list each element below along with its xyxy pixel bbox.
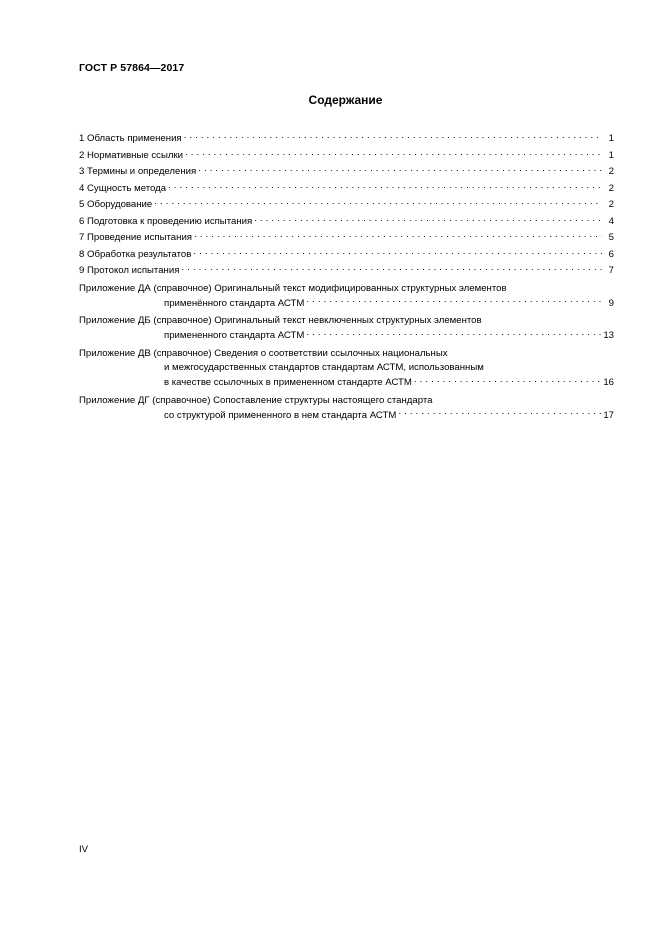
toc-entry-text: 5 Оборудование [79, 199, 153, 210]
toc-entry-page: 4 [608, 215, 614, 227]
toc-appendix-line: Приложение ДБ (справочное) Оригинальный текст невключенных структурных элементов [79, 315, 482, 327]
toc-entry-page: 6 [608, 248, 614, 260]
toc-leader-dots [185, 148, 602, 158]
toc-entry-text: 7 Проведение испытания [79, 232, 192, 243]
toc-appendix-dv[interactable] [79, 345, 614, 392]
toc-entry-page: 17 [603, 409, 614, 421]
toc-entry-text: 3 Термины и определения [79, 166, 197, 177]
toc-entry-text: применённого стандарта АСТМ [164, 297, 305, 309]
toc-appendix-line: Приложение ДГ (справочное) Сопоставление структуры настоящего стандарта [79, 394, 433, 406]
toc-entry[interactable] [79, 148, 614, 165]
toc-entry[interactable] [79, 131, 614, 148]
toc-appendix-line: Приложение ДА (справочное) Оригинальный текст модифицированных структурных элементов [79, 282, 507, 294]
toc-leader-dots [198, 164, 602, 174]
toc-entry-page: 16 [603, 377, 614, 389]
toc-appendix-db[interactable] [79, 312, 614, 345]
toc-entry-text: 8 Обработка результатов [79, 248, 192, 260]
toc-entry-page: 7 [608, 265, 614, 276]
toc-entry-text: со структурой примененного в нем стандарта АСТМ [164, 409, 397, 421]
toc-leader-dots [181, 263, 602, 273]
toc-leader-dots [154, 197, 602, 207]
toc-leader-dots [193, 247, 602, 257]
toc-appendix-line: и межгосударственных стандартов стандартам АСТМ, использованным [164, 362, 484, 374]
toc-appendix-line: Приложение ДВ (справочное) Сведения о соответствии ссылочных национальных [79, 347, 448, 359]
toc-entry[interactable] [79, 214, 614, 231]
toc-entry-text: примененного стандарта АСТМ [164, 330, 305, 342]
table-of-contents [79, 131, 614, 424]
toc-leader-dots [194, 230, 602, 240]
toc-leader-dots [306, 296, 602, 306]
toc-leader-dots [254, 214, 602, 224]
toc-appendix-last-line [79, 376, 614, 391]
toc-entry[interactable] [79, 181, 614, 198]
toc-entry-text: 6 Подготовка к проведению испытания [79, 215, 253, 227]
toc-appendix-da[interactable] [79, 280, 614, 313]
toc-appendix-last-line [79, 296, 614, 311]
toc-title: Содержание [308, 93, 383, 107]
toc-leader-dots [306, 329, 601, 339]
toc-entry-page: 1 [608, 149, 614, 161]
page-number: IV [79, 844, 89, 855]
toc-appendix-last-line [79, 329, 614, 344]
toc-entry-text: 9 Протокол испытания [79, 265, 180, 276]
toc-entry[interactable] [79, 247, 614, 264]
toc-appendix-last-line [79, 408, 614, 423]
toc-entry-page: 1 [608, 133, 614, 144]
toc-entry-text: 4 Сущность метода [79, 182, 167, 194]
toc-entry[interactable] [79, 164, 614, 181]
toc-leader-dots [168, 181, 602, 191]
toc-leader-dots [398, 408, 601, 418]
toc-entry-page: 2 [608, 199, 614, 210]
toc-entry[interactable] [79, 263, 614, 280]
toc-entry[interactable] [79, 230, 614, 247]
toc-entry-page: 9 [608, 297, 614, 309]
toc-entry-text: 2 Нормативные ссылки [79, 149, 184, 161]
toc-entry-text: в качестве ссылочных в примененном стандарте АСТМ [164, 377, 412, 389]
toc-entry-page: 2 [608, 166, 614, 177]
toc-entry-text: 1 Область применения [79, 133, 182, 144]
document-code: ГОСТ Р 57864—2017 [79, 62, 185, 74]
toc-entry[interactable] [79, 197, 614, 214]
toc-entry-page: 2 [608, 182, 614, 194]
toc-entry-page: 13 [603, 330, 614, 342]
toc-appendix-dg[interactable] [79, 392, 614, 425]
toc-leader-dots [184, 131, 602, 141]
toc-entry-page: 5 [608, 232, 614, 243]
toc-leader-dots [414, 376, 601, 386]
